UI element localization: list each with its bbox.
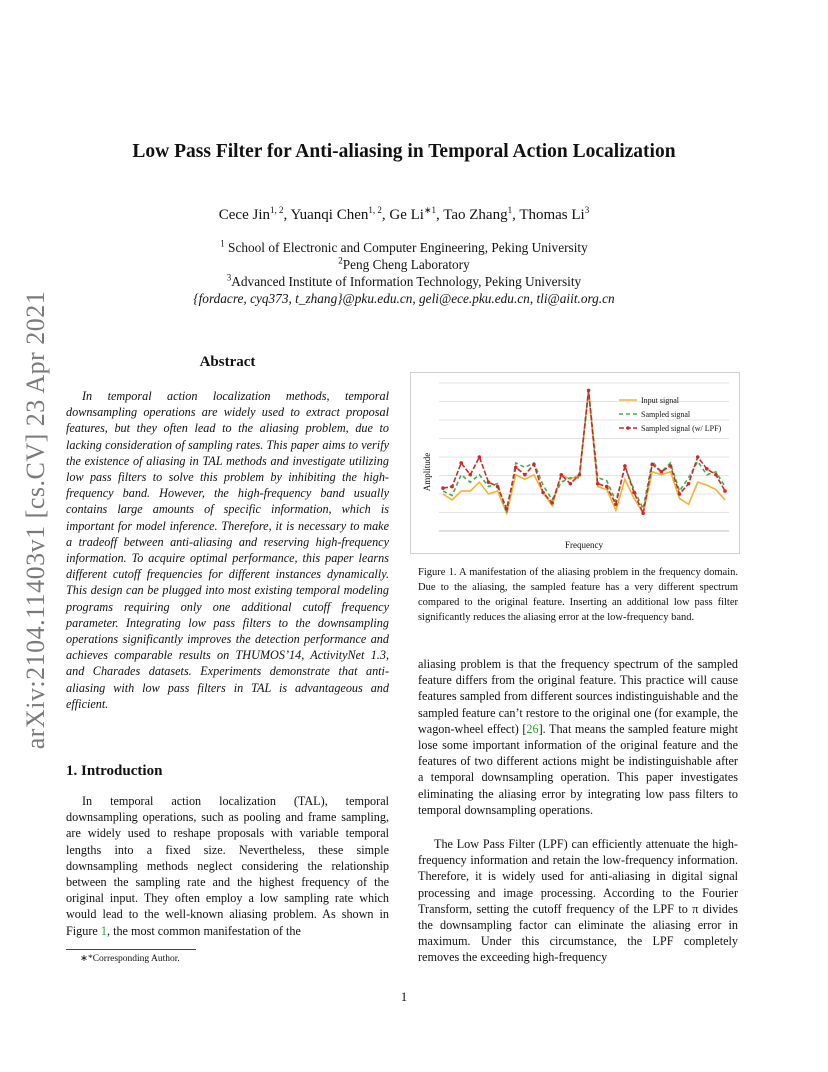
author-2-affiliation-mark: 1, 2 bbox=[368, 205, 382, 215]
series-3-point bbox=[550, 501, 554, 505]
citation-26-link[interactable]: 26 bbox=[526, 721, 539, 736]
series-3-point bbox=[468, 473, 472, 477]
series-3-point bbox=[559, 473, 563, 477]
right-column-paragraph-2: The Low Pass Filter (LPF) can efficiently attenuate the high-frequency information and retain the low-frequency information. Therefore, it is widely used for anti-aliasing in digital signal processing and image processing. According to the Fourier Transform, setting the cutoff frequency of the LPF to π divides the downsampling factor can eliminate the aliasing error in maximum. Under this circumstance, the LPF completely removes the exceeding high-frequency bbox=[418, 837, 738, 965]
page-number: 1 bbox=[400, 990, 408, 1004]
series-3-point bbox=[605, 485, 609, 489]
arxiv-stamp: arXiv:2104.11403v1 [cs.CV] 23 Apr 2021 bbox=[21, 290, 50, 750]
section-heading-introduction: 1. Introduction bbox=[66, 763, 163, 779]
series-3-point bbox=[532, 463, 536, 467]
introduction-paragraph bbox=[66, 793, 389, 939]
abstract-text: In temporal action localization methods, temporal downsampling operations are widely used to extract proposal features, but they often lead to the aliasing problem, due to lacking consideration of sampling rates. This paper aims to verify the existence of aliasing in TAL methods and investigate utilizing low pass filters to solve this problem by inhibiting the high-frequency band. However, the high-frequency band usually contains large amounts of specific information, which is important for model inference. Therefore, it is necessary to make a tradeoff between anti-aliasing and reserving high-frequency information. To acquire optimal performance, this paper learns different cutoff frequencies for different instances dynamically. This design can be plugged into most existing temporal modeling programs requiring only one additional cutoff frequency parameter. Integrating low pass filters to the downsampling operations significantly improves the detection performance and achieves comparable results on THUMOS’14, ActivityNet 1.3, and Charades datasets. Experiments demonstrate that anti-aliasing with low pass filters in TAL is advantageous and efficient. bbox=[66, 389, 389, 711]
series-3-point bbox=[523, 473, 527, 477]
series-3-point bbox=[714, 473, 718, 477]
author-4-affiliation-mark: 1 bbox=[507, 205, 513, 215]
series-3-point bbox=[578, 473, 582, 477]
series-3-point bbox=[441, 486, 445, 490]
figure-1-caption: Figure 1. A manifestation of the aliasing problem in the frequency domain. Due to the aliasing, the sampled feature has a very different spectrum compared to the original feature. Inserting an additional low pass filter significantly reduces the aliasing error at the low-frequency band. bbox=[418, 567, 738, 623]
series-3-point bbox=[478, 455, 482, 459]
affiliation-2: $^2$Peng Cheng Laboratory bbox=[338, 255, 470, 272]
footnote-rule bbox=[66, 949, 196, 950]
series-3-point bbox=[660, 470, 664, 474]
series-3-point bbox=[596, 482, 600, 486]
abstract-heading: Abstract bbox=[199, 354, 256, 370]
series-3-point bbox=[514, 466, 518, 470]
series-3-point bbox=[614, 503, 618, 507]
author-3-affiliation-mark: ∗1 bbox=[423, 205, 436, 215]
series-3-point bbox=[669, 464, 673, 468]
affiliations bbox=[0, 239, 808, 307]
series-3-point bbox=[541, 491, 545, 495]
y-axis-label: Amplitude bbox=[422, 452, 432, 492]
series-3-point bbox=[705, 467, 709, 471]
legend-entry-1: Input signal bbox=[641, 396, 679, 405]
series-3-point bbox=[450, 485, 454, 489]
author-5-affiliation-mark: 3 bbox=[584, 205, 590, 215]
right-p1-text: aliasing problem is that the frequency spectrum of the sampled feature differs from the original feature. This practice will cause features sampled from different sources indistinguishable and the sampled feature can’t restore to the original one (for example, the wagon-wheel effect) [ bbox=[418, 657, 738, 736]
series-3-point bbox=[723, 489, 727, 493]
series-3-point bbox=[696, 455, 700, 459]
series-3-point bbox=[459, 461, 463, 465]
series-3-point bbox=[687, 482, 691, 486]
intro-text-end: , the most common manifestation of the bbox=[106, 923, 301, 938]
aliasing-spectrum-chart bbox=[411, 373, 739, 553]
x-axis-label: Frequency bbox=[565, 540, 603, 550]
author-4: Tao Zhang bbox=[443, 207, 508, 223]
author-emails: {fordacre, cyq373, t_zhang}@pku.edu.cn, geli@ece.pku.edu.cn, tli@aiit.org.cn bbox=[193, 291, 615, 306]
right-p1-text-end: ]. That means the sampled feature might lose some important information of the original feature and the features of two different actions might be indistinguishable after a temporal downsampling operation. This paper investigates eliminating the aliasing error by integrating low pass filters to temporal downsampling operations. bbox=[418, 721, 739, 817]
legend-marker-3 bbox=[626, 426, 630, 430]
author-1-affiliation-mark: 1, 2 bbox=[270, 205, 284, 215]
series-3-point bbox=[587, 389, 591, 393]
figure-1-chart bbox=[410, 372, 740, 554]
series-3-point bbox=[487, 480, 491, 484]
author-list: Cece Jin$^{1, 2}$, Yuanqi Chen$^{1, 2}$, Ge $Li^{∗1}$, Tao Zhang$^1$, Thomas Li$^3$ bbox=[218, 205, 590, 223]
footnote: ∗*Corresponding Author. bbox=[80, 954, 180, 964]
series-3-point bbox=[623, 464, 627, 468]
affiliation-3: $^3$Advanced Institute of Information Technology, Peking University bbox=[226, 272, 582, 289]
figure-1-link[interactable]: 1 bbox=[100, 923, 107, 938]
series-line-2 bbox=[443, 390, 725, 513]
author-2: Yuanqi Chen bbox=[290, 207, 369, 223]
author-5: Thomas Li bbox=[519, 207, 585, 223]
series-3-point bbox=[569, 482, 573, 486]
legend-entry-2: Sampled signal bbox=[641, 410, 691, 419]
author-3: Ge Li bbox=[389, 207, 424, 223]
series-3-point bbox=[641, 511, 645, 515]
series-line-1 bbox=[443, 390, 725, 513]
series-line-3 bbox=[443, 390, 725, 513]
series-3-point bbox=[678, 492, 682, 496]
intro-text: In temporal action localization (TAL), temporal downsampling operations, such as pooling and frame sampling, are widely used to reshape proposals with variable temporal lengths into a fixed size. Nevertheless, these simple downsampling methods neglect considering the relationship between the sampling rate and the highest frequency of the original input. They often employ a low sampling rate which would lead to the well-known aliasing problem. As shown in Figure bbox=[66, 794, 389, 938]
author-1: Cece Jin bbox=[218, 207, 270, 223]
series-3-point bbox=[496, 485, 500, 489]
series-3-point bbox=[632, 491, 636, 495]
right-column-paragraph-1 bbox=[418, 656, 738, 818]
series-3-point bbox=[505, 507, 509, 511]
affiliation-1: $^1$ School of Electronic and Computer Engineering, Peking University bbox=[220, 238, 588, 255]
paper-title: Low Pass Filter for Anti-aliasing in Temporal Action Localization bbox=[132, 141, 676, 162]
legend-entry-3: Sampled signal (w/ LPF) bbox=[641, 424, 722, 433]
series-3-point bbox=[650, 463, 654, 467]
